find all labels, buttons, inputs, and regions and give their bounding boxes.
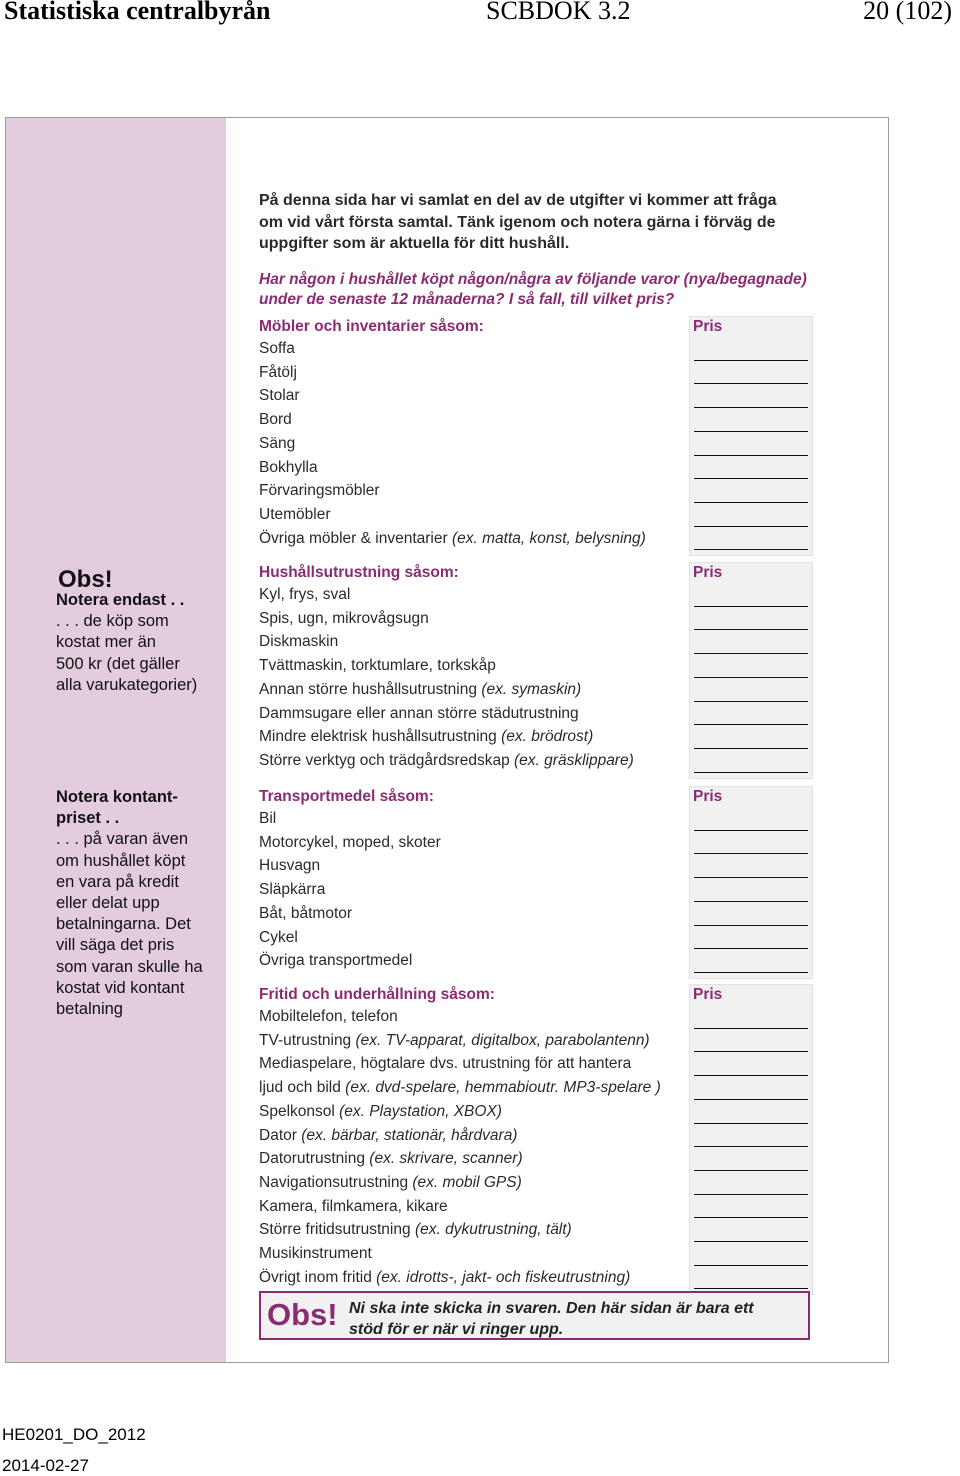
item-label: Utemöbler bbox=[259, 505, 331, 523]
item-label: ljud och bild bbox=[259, 1079, 346, 1097]
price-column bbox=[689, 984, 813, 1295]
note2-line: kostat vid kontant bbox=[56, 978, 185, 997]
price-input-line[interactable] bbox=[694, 1051, 808, 1052]
item-label: Tvättmaskin, torktumlare, torkskåp bbox=[259, 657, 496, 675]
item-label: Båt, båtmotor bbox=[259, 904, 353, 922]
sidebar-notes bbox=[6, 118, 226, 1362]
note2-title: Notera kontant- bbox=[56, 788, 178, 806]
price-input-line[interactable] bbox=[694, 502, 808, 503]
item-label: Kyl, frys, sval bbox=[259, 586, 351, 603]
item-label: Diskmaskin bbox=[259, 633, 339, 651]
price-input-line[interactable] bbox=[694, 606, 808, 607]
item-example: (ex. bärbar, stationär, hårdvara) bbox=[301, 1126, 518, 1144]
note2-line: eller delat upp bbox=[56, 894, 160, 913]
item-label: Släpkärra bbox=[259, 881, 326, 899]
note2-line: vill säga det pris bbox=[56, 936, 175, 955]
price-input-line[interactable] bbox=[694, 1123, 808, 1124]
item-label: Dator bbox=[259, 1126, 302, 1144]
section-title: Hushållsutrustning såsom: bbox=[259, 564, 459, 581]
item-example: (ex. Playstation, XBOX) bbox=[339, 1102, 502, 1120]
item-label: Cykel bbox=[259, 928, 298, 946]
price-input-line[interactable] bbox=[694, 1075, 808, 1076]
price-column bbox=[689, 562, 813, 779]
item-label: Bil bbox=[259, 810, 277, 827]
note2-line: som varan skulle ha bbox=[56, 957, 203, 976]
item-label: Övriga transportmedel bbox=[259, 952, 413, 970]
price-column-label: Pris bbox=[693, 564, 723, 581]
item-label: Stolar bbox=[259, 387, 300, 405]
price-input-line[interactable] bbox=[694, 383, 808, 384]
item-label: Dammsugare eller annan större städutrustning bbox=[259, 704, 579, 722]
price-input-line[interactable] bbox=[694, 1288, 808, 1289]
section-title: Transportmedel såsom: bbox=[259, 788, 434, 805]
purchase-question bbox=[259, 270, 839, 310]
note2-line: en vara på kredit bbox=[56, 872, 179, 891]
item-example: (ex. brödrost) bbox=[501, 728, 594, 746]
price-column-label: Pris bbox=[693, 788, 723, 805]
item-label: Större verktyg och trädgårdsredskap bbox=[259, 751, 515, 769]
item-example: (ex. idrotts-, jakt- och fiskeutrustning) bbox=[376, 1268, 631, 1286]
price-input-line[interactable] bbox=[694, 972, 808, 973]
price-input-line[interactable] bbox=[694, 701, 808, 702]
bottom-line: Ni ska inte skicka in svaren. Den här sidan är bara ett bbox=[349, 1300, 754, 1317]
price-column-label: Pris bbox=[693, 318, 723, 335]
item-label: Kamera, filmkamera, kikare bbox=[259, 1197, 448, 1215]
intro-line: om vid vårt första samtal. Tänk igenom och notera gärna i förväg de bbox=[259, 213, 776, 231]
note2-line: betalning bbox=[56, 1000, 123, 1019]
bottom-notice-text bbox=[349, 1298, 799, 1340]
note2-line: om hushållet köpt bbox=[56, 851, 186, 870]
section-title: Möbler och inventarier såsom: bbox=[259, 318, 484, 335]
price-input-line[interactable] bbox=[694, 478, 808, 479]
price-column-label: Pris bbox=[693, 986, 723, 1003]
note1-line: . . . de köp som bbox=[56, 612, 169, 631]
item-label: Musikinstrument bbox=[259, 1245, 372, 1263]
item-label: Övrigt inom fritid bbox=[259, 1268, 377, 1286]
note1-title: Notera endast . . bbox=[56, 591, 185, 609]
intro-line: På denna sida har vi samlat en del av de utgifter vi kommer att fråga bbox=[259, 192, 777, 209]
price-input-line[interactable] bbox=[694, 1217, 808, 1218]
price-input-line[interactable] bbox=[694, 1265, 808, 1266]
item-label: Navigationsutrustning bbox=[259, 1173, 413, 1191]
price-column bbox=[689, 316, 813, 556]
item-label: Säng bbox=[259, 434, 296, 452]
item-label: Övriga möbler & inventarier bbox=[259, 529, 452, 547]
price-input-line[interactable] bbox=[694, 901, 808, 902]
item-label: Spis, ugn, mikrovågsugn bbox=[259, 609, 429, 627]
note2-title: priset . . bbox=[56, 809, 120, 828]
form-image-frame bbox=[5, 117, 889, 1363]
item-label: Datorutrustning bbox=[259, 1150, 370, 1168]
bottom-obs-label: Obs! bbox=[267, 1297, 338, 1332]
section-title: Fritid och underhållning såsom: bbox=[259, 986, 495, 1003]
price-input-line[interactable] bbox=[694, 407, 808, 408]
price-input-line[interactable] bbox=[694, 1170, 808, 1171]
section-household bbox=[259, 562, 815, 773]
note1-line: alla varukategorier) bbox=[56, 675, 198, 694]
item-label: Mindre elektrisk hushållsutrustning bbox=[259, 728, 502, 746]
price-input-line[interactable] bbox=[694, 1099, 808, 1100]
note2-line: . . . på varan även bbox=[56, 830, 189, 849]
item-label: Mediaspelare, högtalare dvs. utrustning för att hantera bbox=[259, 1055, 632, 1073]
price-input-line[interactable] bbox=[694, 677, 808, 678]
price-input-line[interactable] bbox=[694, 724, 808, 725]
sidebar-obs-heading: Obs! bbox=[58, 566, 113, 593]
price-input-line[interactable] bbox=[694, 629, 808, 630]
bottom-line: stöd för er när vi ringer upp. bbox=[349, 1321, 564, 1338]
section-transport bbox=[259, 786, 815, 973]
question-line: Har någon i hushållet köpt någon/några av följande varor (nya/begagnade) bbox=[259, 271, 807, 288]
note2-line: betalningarna. Det bbox=[56, 915, 191, 934]
price-input-line[interactable] bbox=[694, 1028, 808, 1029]
header-page-number: 20 (102) bbox=[863, 0, 952, 25]
price-input-line[interactable] bbox=[694, 455, 808, 456]
footer-date: 2014-02-27 bbox=[2, 1456, 89, 1475]
item-label: TV-utrustning bbox=[259, 1031, 356, 1049]
note1-line: 500 kr (det gäller bbox=[56, 654, 180, 673]
item-label: Bokhylla bbox=[259, 458, 318, 476]
price-input-line[interactable] bbox=[694, 1241, 808, 1242]
price-input-line[interactable] bbox=[694, 526, 808, 527]
item-label: Soffa bbox=[259, 340, 295, 357]
price-input-line[interactable] bbox=[694, 748, 808, 749]
item-example: (ex. dvd-spelare, hemmabioutr. MP3-spelare ) bbox=[345, 1079, 661, 1097]
price-input-line[interactable] bbox=[694, 830, 808, 831]
section-leisure bbox=[259, 984, 815, 1289]
form-content bbox=[259, 118, 879, 1362]
item-example: (ex. dykutrustning, tält) bbox=[414, 1221, 572, 1239]
note-only-purchases bbox=[56, 590, 226, 696]
price-input-line[interactable] bbox=[694, 431, 808, 432]
price-input-line[interactable] bbox=[694, 1146, 808, 1147]
item-example: (ex. skrivare, scanner) bbox=[369, 1150, 523, 1168]
bottom-notice bbox=[259, 1291, 810, 1340]
question-line: under de senaste 12 månaderna? I så fall, till vilket pris? bbox=[259, 291, 675, 308]
note-cash-price bbox=[56, 787, 226, 1020]
price-input-line[interactable] bbox=[694, 925, 808, 926]
price-input-line[interactable] bbox=[694, 948, 808, 949]
price-input-line[interactable] bbox=[694, 653, 808, 654]
item-label: Spelkonsol bbox=[259, 1102, 340, 1120]
price-input-line[interactable] bbox=[694, 853, 808, 854]
note1-line: kostat mer än bbox=[56, 633, 156, 652]
item-label: Motorcykel, moped, skoter bbox=[259, 833, 441, 851]
price-input-line[interactable] bbox=[694, 1194, 808, 1195]
intro-text bbox=[259, 190, 819, 255]
price-input-line[interactable] bbox=[694, 772, 808, 773]
item-label: Förvaringsmöbler bbox=[259, 482, 380, 500]
price-input-line[interactable] bbox=[694, 877, 808, 878]
item-label: Bord bbox=[259, 411, 292, 429]
item-example: (ex. symaskin) bbox=[481, 680, 582, 698]
header-org-name: Statistiska centralbyrån bbox=[4, 0, 271, 25]
item-example: (ex. matta, konst, belysning) bbox=[451, 529, 646, 547]
item-label: Större fritidsutrustning bbox=[259, 1221, 415, 1239]
item-example: (ex. TV-apparat, digitalbox, parabolantenn) bbox=[355, 1031, 650, 1049]
item-example: (ex. mobil GPS) bbox=[412, 1173, 522, 1191]
intro-line: uppgifter som är aktuella för ditt hushåll. bbox=[259, 235, 570, 252]
section-furniture bbox=[259, 316, 815, 550]
item-label: Husvagn bbox=[259, 857, 321, 875]
price-input-line[interactable] bbox=[694, 549, 808, 550]
item-label: Fåtölj bbox=[259, 363, 297, 381]
header-doc-id: SCBDOK 3.2 bbox=[486, 0, 631, 25]
item-example: (ex. gräsklippare) bbox=[514, 751, 634, 769]
price-input-line[interactable] bbox=[694, 360, 808, 361]
footer-code: HE0201_DO_2012 bbox=[2, 1425, 146, 1444]
price-column bbox=[689, 786, 813, 979]
item-label: Mobiltelefon, telefon bbox=[259, 1008, 398, 1025]
item-label: Annan större hushållsutrustning bbox=[259, 680, 482, 698]
